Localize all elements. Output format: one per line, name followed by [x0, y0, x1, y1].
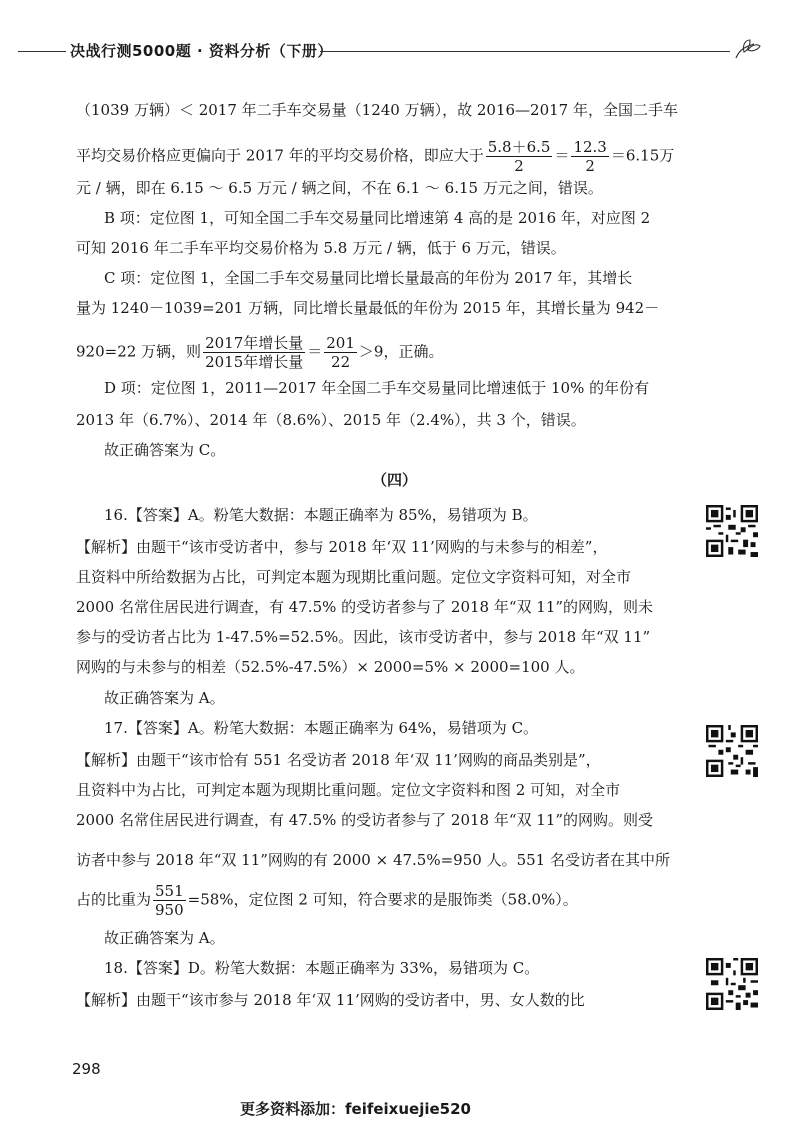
text-line: 访者中参与 2018 年“双 11”网购的有 2000 × 47.5%=950 人。551 名受访者在其中所 — [76, 851, 670, 869]
fraction-numerator: 2017年增长量 — [205, 334, 304, 352]
text-line: 量为 1240－1039=201 万辆，同比增长量最低的年份为 2015 年，其增长量为 942－ — [76, 299, 660, 317]
question-answer-head: 17.【答案】A。粉笔大数据：本题正确率为 64%，易错项为 C。 — [104, 719, 539, 737]
text-line: 【解析】由题干“该市受访者中，参与 2018 年‘双 11’网购的与未参与的相差”， — [76, 538, 608, 556]
text-line: D 项：定位图 1，2011—2017 年全国二手车交易量同比增速低于 10% 的年份有 — [104, 379, 650, 397]
page-number: 298 — [72, 1060, 101, 1078]
fraction-denominator: 22 — [331, 353, 351, 371]
text-segment: 平均交易价格应更偏向于 2017 年的平均交易价格，即应大于 — [76, 146, 484, 165]
text-line: 2000 名常住居民进行调查，有 47.5% 的受访者参与了 2018 年“双 11”的网购，则未 — [76, 598, 654, 616]
text-line: 元 / 辆，即在 6.15 ～ 6.5 万元 / 辆之间，不在 6.1 ～ 6.15 万元之间，错误。 — [76, 179, 603, 197]
text-line: 且资料中所给数据为占比，可判定本题为现期比重问题。定位文字资料可知，对全市 — [76, 568, 632, 586]
fraction — [486, 138, 553, 175]
fraction-numerator: 551 — [155, 882, 184, 900]
equals-sign: ＝ — [307, 342, 323, 361]
fraction-denominator: 2 — [585, 157, 595, 175]
fraction-denominator: 950 — [155, 901, 184, 919]
text-line: 2013 年（6.7%）、2014 年（8.6%）、2015 年（2.4%），共 3 个，错误。 — [76, 411, 586, 429]
answer-line: 故正确答案为 A。 — [104, 929, 225, 947]
answer-line: 故正确答案为 A。 — [104, 689, 225, 707]
text-segment: 920=22 万辆，则 — [76, 342, 202, 361]
text-line: 且资料中为占比，可判定本题为现期比重问题。定位文字资料和图 2 可知，对全市 — [76, 781, 621, 799]
qr-code-icon[interactable] — [706, 725, 758, 777]
text-line: （1039 万辆）＜ 2017 年二手车交易量（1240 万辆），故 2016—2017 年，全国二手车 — [76, 101, 678, 119]
book-title: 决战行测5000题 · 资料分析（下册） — [70, 42, 333, 60]
fraction-denominator: 2015年增长量 — [205, 353, 304, 371]
text-segment: ＞9，正确。 — [358, 342, 444, 361]
fraction — [203, 334, 305, 371]
fraction — [324, 334, 357, 371]
question-answer-head: 16.【答案】A。粉笔大数据：本题正确率为 85%，易错项为 B。 — [104, 506, 538, 524]
text-line: 参与的受访者占比为 1-47.5%=52.5%。因此，该市受访者中，参与 2018 年“双 11” — [76, 628, 651, 646]
fraction-numerator: 12.3 — [573, 138, 607, 156]
section-heading: （四） — [372, 471, 418, 489]
text-line: 【解析】由题干“该市恰有 551 名受访者 2018 年‘双 11’网购的商品类别是”， — [76, 751, 601, 769]
header-rule-right — [320, 51, 730, 52]
text-line: B 项：定位图 1，可知全国二手车交易量同比增速第 4 高的是 2016 年，对应图 2 — [104, 209, 651, 227]
footer-contact-text: 更多资料添加：feifeixuejie520 — [240, 1100, 471, 1118]
text-segment: 占的比重为 — [76, 890, 152, 909]
question-answer-head: 18.【答案】D。粉笔大数据：本题正确率为 33%，易错项为 C。 — [104, 959, 540, 977]
fraction-numerator: 201 — [326, 334, 355, 352]
answer-line: 故正确答案为 C。 — [104, 441, 226, 459]
text-line: C 项：定位图 1，全国二手车交易量同比增长量最高的年份为 2017 年，其增长 — [104, 269, 633, 287]
leaf-ornament-icon — [732, 38, 762, 64]
fraction — [153, 882, 186, 919]
text-line-with-fraction — [76, 138, 674, 175]
text-line: 可知 2016 年二手车平均交易价格为 5.8 万元 / 辆，低于 6 万元，错误。 — [76, 239, 566, 257]
qr-code-icon[interactable] — [706, 958, 758, 1010]
text-line-with-fraction — [76, 334, 443, 371]
fraction-denominator: 2 — [514, 157, 524, 175]
text-line-with-fraction — [76, 882, 578, 919]
text-segment: ＝6.15万 — [610, 146, 675, 165]
text-line: 网购的与未参与的相差（52.5%-47.5%）× 2000=5% × 2000=100 人。 — [76, 658, 585, 676]
running-header — [0, 38, 800, 64]
text-line: 【解析】由题干“该市参与 2018 年‘双 11’网购的受访者中，男、女人数的比 — [76, 991, 585, 1009]
equals-sign: ＝ — [554, 146, 570, 165]
fraction — [571, 138, 608, 175]
header-rule-left — [18, 51, 66, 52]
qr-code-icon[interactable] — [706, 505, 758, 557]
text-segment: =58%，定位图 2 可知，符合要求的是服饰类（58.0%）。 — [187, 890, 578, 909]
text-line: 2000 名常住居民进行调查，有 47.5% 的受访者参与了 2018 年“双 11”的网购。则受 — [76, 811, 654, 829]
fraction-numerator: 5.8＋6.5 — [487, 138, 551, 156]
